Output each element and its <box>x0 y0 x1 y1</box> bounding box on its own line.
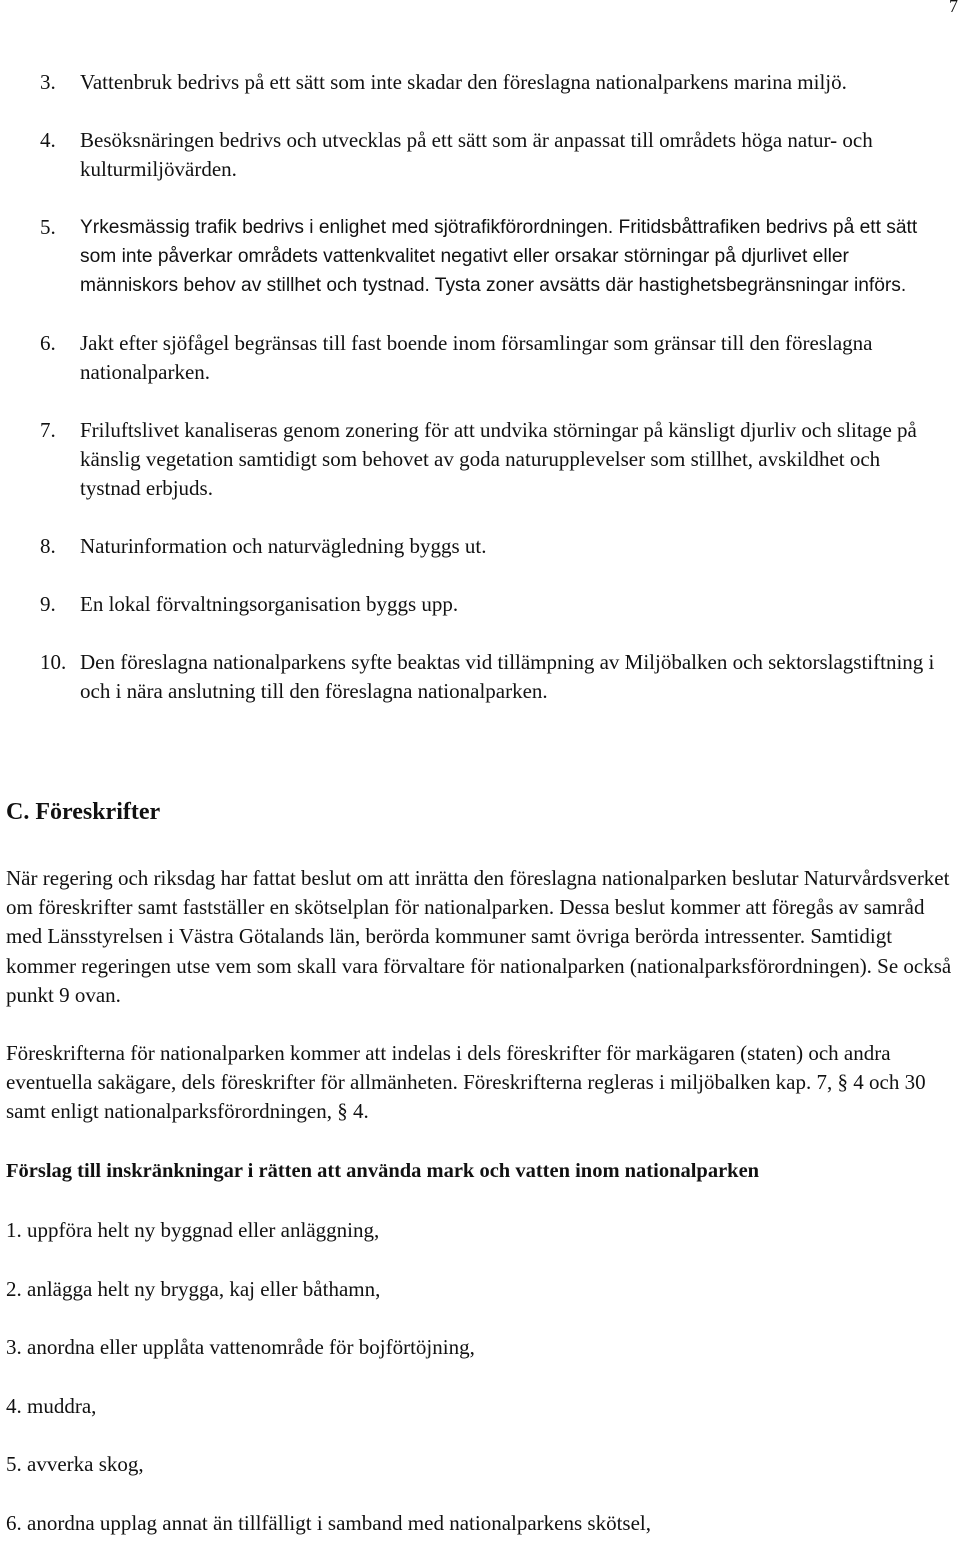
section-heading: C. Föreskrifter <box>6 799 161 825</box>
restriction-item: 4. muddra, <box>6 1393 97 1418</box>
list-item-text: Besöksnäringen bedrivs och utvecklas på ett sätt som är anpassat till områdets höga natur- och kulturmiljövärden. <box>80 128 873 181</box>
list-item <box>40 126 940 184</box>
list-item-number: 8. <box>40 534 56 558</box>
list-item-text: Friluftslivet kanaliseras genom zonering för att undvika störningar på känsligt djurliv och slitage på känslig vegetation samtidigt som behovet av goda naturupplevelser som stillhet, avskildhet och tystnad erbjuds. <box>80 418 917 500</box>
restrictions-heading: Förslag till inskränkningar i rätten att använda mark och vatten inom nationalparken <box>6 1160 760 1182</box>
list-item-number: 3. <box>40 70 56 94</box>
list-item <box>40 590 940 619</box>
page-number: 7 <box>949 0 958 16</box>
restrictions-list <box>6 1216 651 1568</box>
list-item-text: Den föreslagna nationalparkens syfte beaktas vid tillämpning av Miljöbalken och sektorslagstiftning i och i nära anslutning till den föreslagna nationalparken. <box>80 650 935 703</box>
list-item <box>40 416 940 503</box>
list-item-text: Yrkesmässig trafik bedrivs i enlighet med sjötrafikförordningen. Fritidsbåttrafiken bedrivs på ett sätt som inte påverkar områdets vattenkvalitet negativt eller orsakar störningar på djurlivet eller människors behov av stillhet och tystnad. Tysta zoner avsätts där hastighetsbegränsningar införs. <box>80 217 918 296</box>
list-item-text: Naturinformation och naturvägledning byggs ut. <box>80 534 487 558</box>
list-item-text: Jakt efter sjöfågel begränsas till fast boende inom församlingar som gränsar till den föreslagna nationalparken. <box>80 331 873 384</box>
goals-list <box>40 68 940 735</box>
list-item <box>40 68 940 97</box>
list-item-number: 10. <box>40 650 67 674</box>
list-item-number: 5. <box>40 215 56 239</box>
paragraph-decision: När regering och riksdag har fattat beslut om att inrätta den föreslagna nationalparken beslutar Naturvårdsverket om föreskrifter samt fastställer en skötselplan för nationalparken. Dessa beslut kommer att föregås av samråd med Länsstyrelsen i Västra Götalands län, berörda kommuner samt övriga berörda intressenter. Samtidigt kommer regeringen utse vem som skall vara förvaltare för nationalparken (nationalparksförordningen). Se också punkt 9 ovan. <box>6 866 952 1007</box>
list-item <box>40 329 940 387</box>
list-item-number: 6. <box>40 331 56 355</box>
list-item-text: En lokal förvaltningsorganisation byggs upp. <box>80 592 459 616</box>
restriction-item: 1. uppföra helt ny byggnad eller anläggning, <box>6 1218 380 1242</box>
list-item <box>40 532 940 561</box>
list-item-number: 7. <box>40 418 56 442</box>
restriction-item: 2. anlägga helt ny brygga, kaj eller båthamn, <box>6 1276 381 1301</box>
restriction-item: 6. anordna upplag annat än tillfälligt i samband med nationalparkens skötsel, <box>6 1510 652 1535</box>
restriction-item: 3. anordna eller upplåta vattenområde för bojförtöjning, <box>6 1335 475 1360</box>
restriction-item: 5. avverka skog, <box>6 1452 144 1477</box>
list-item-text: Vattenbruk bedrivs på ett sätt som inte skadar den föreslagna nationalparkens marina miljö. <box>80 70 847 94</box>
list-item-number: 9. <box>40 592 56 616</box>
paragraph-regulations: Föreskrifterna för nationalparken kommer att indelas i dels föreskrifter för markägaren (staten) och andra eventuella sakägare, dels föreskrifter för allmänheten. Föreskrifterna regleras i miljöbalken kap. 7, § 4 och 30 samt enligt nationalparksförordningen, § 4. <box>6 1041 926 1124</box>
list-item <box>40 648 940 706</box>
list-item <box>40 213 940 300</box>
list-item-number: 4. <box>40 128 56 152</box>
